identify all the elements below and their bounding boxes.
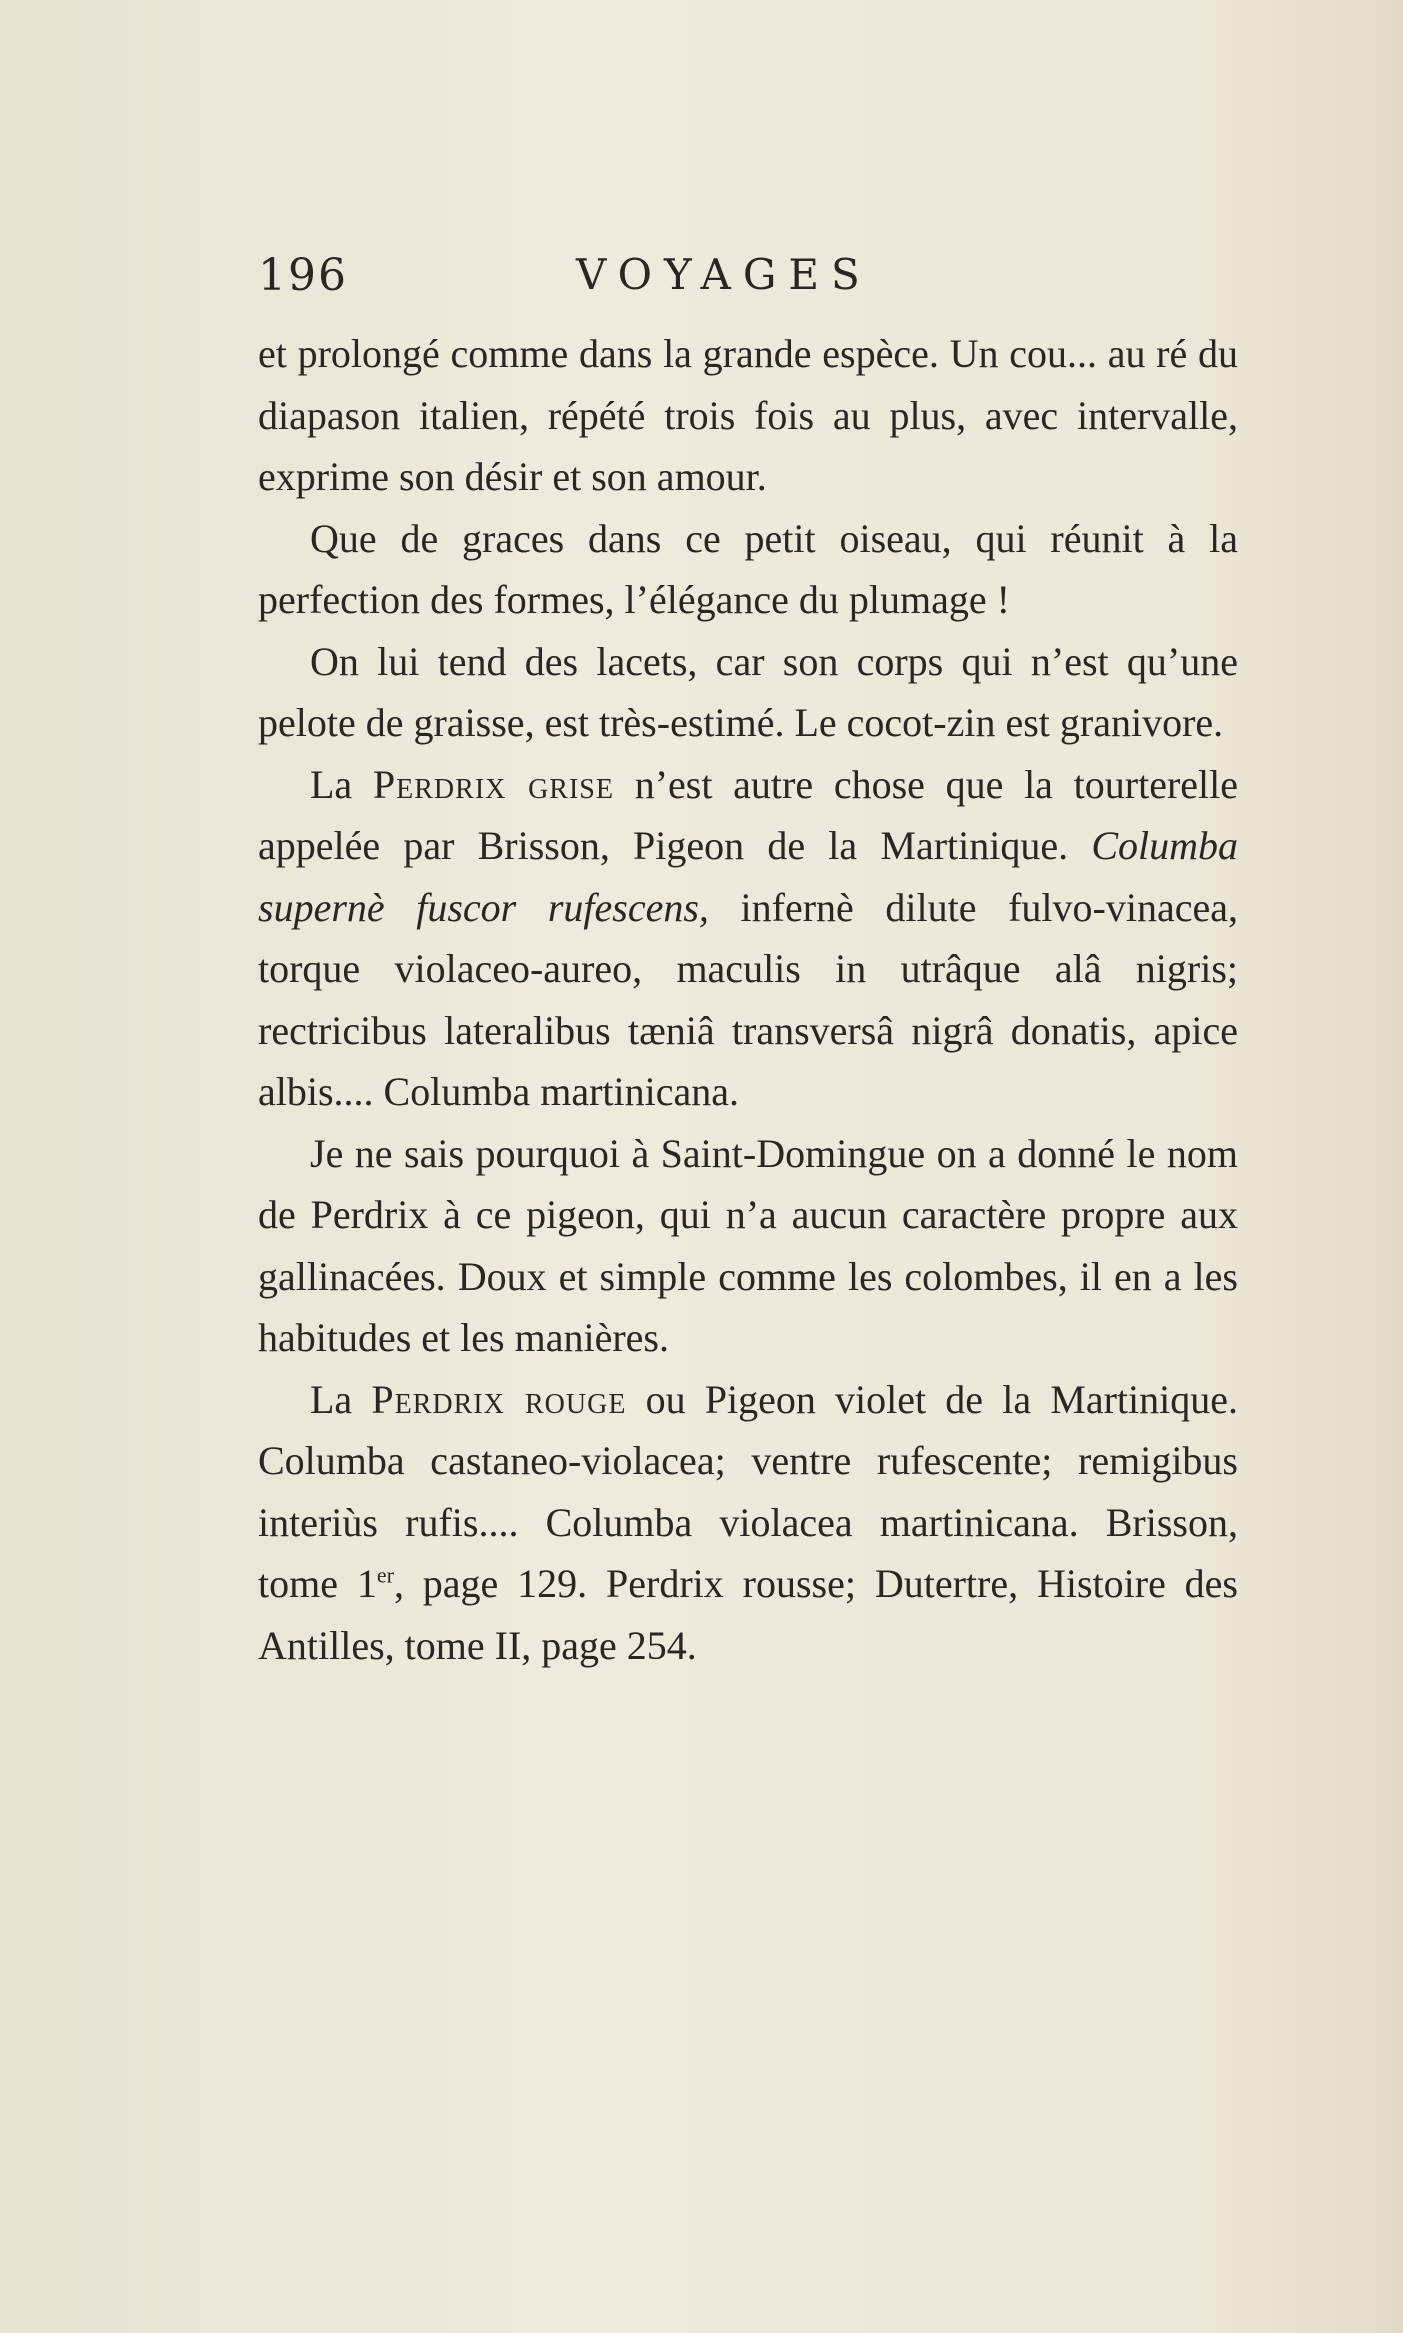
page-header	[258, 250, 1248, 310]
paragraph-4-text-b: n’est autre chose que la tourterelle appelée par Brisson, Pigeon de la Martinique.	[258, 761, 1238, 868]
paragraph-3: On lui tend des lacets, car son corps qui n’est qu’une pelote de graisse, est très-estimé. Le cocot-zin est granivore.	[258, 638, 1238, 745]
paragraph-2: Que de graces dans ce petit oiseau, qui réunit à la perfection des formes, l’élégance du plumage !	[258, 515, 1238, 622]
latin-description: Columba supernè fuscor rufescens,	[258, 823, 1238, 930]
species-name-perdrix-rouge: Perdrix rouge	[371, 1376, 627, 1422]
paragraph-5: Je ne sais pourquoi à Saint-Domingue on a donné le nom de Perdrix à ce pigeon, qui n’a aucun caractère propre aux gallinacées. Doux et simple comme les colombes, il en a les habitudes et les manières.	[258, 1130, 1238, 1360]
superscript-er: er	[376, 1562, 394, 1588]
page-number: 196	[258, 250, 348, 301]
paragraph-6-text-c: , page 129. Perdrix rousse; Dutertre, Histoire des Antilles, tome II, page 254.	[258, 1561, 1238, 1668]
text-body	[258, 323, 1238, 1676]
paragraph-1: et prolongé comme dans la grande espèce. Un cou... au ré du diapason italien, répété trois fois au plus, avec intervalle, exprime son désir et son amour.	[258, 331, 1238, 499]
paragraph-4	[258, 754, 1238, 1123]
paragraph-4-text-a: La	[310, 761, 373, 807]
paragraph-6-text-b: ou Pigeon violet de la Martinique. Columba castaneo-violacea; ventre rufescente; remigibus interiùs rufis.... Columba violacea martinicana. Brisson, tome 1	[258, 1376, 1238, 1606]
paragraph-6-text-a: La	[310, 1376, 372, 1422]
species-name-perdrix-grise: Perdrix grise	[372, 761, 614, 807]
paragraph-6	[258, 1369, 1238, 1677]
running-title: VOYAGES	[576, 250, 872, 299]
paragraph-4-text-c: infernè dilute fulvo-vinacea, torque violaceo-aureo, maculis in utrâque alâ nigris; rectricibus lateralibus tæniâ transversâ nigrâ donatis, apice albis.... Columba martinicana.	[258, 884, 1238, 1114]
